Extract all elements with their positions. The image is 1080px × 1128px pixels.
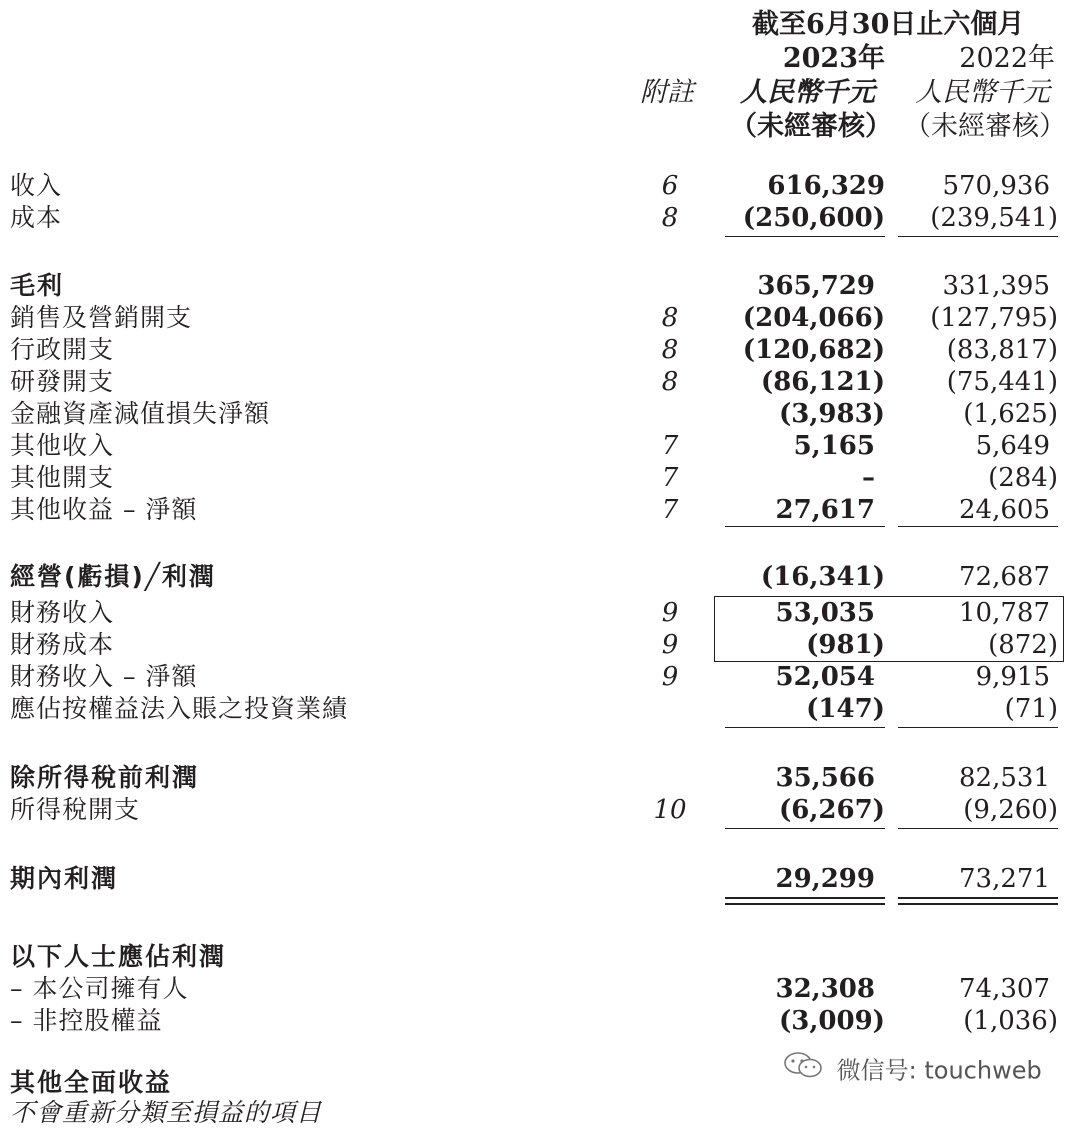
row-label-impairment: 金融資產減值損失淨額 (10, 399, 271, 428)
row-2022-finance-cost: (872) (988, 630, 1058, 660)
row-2023-revenue: 616,329 (767, 171, 885, 201)
row-2022-finance-income: 10,787 (959, 598, 1050, 628)
row-2022-other-gains-net: 24,605 (959, 495, 1050, 525)
row-label-finance-cost: 財務成本 (10, 630, 115, 659)
row-label-income-tax: 所得稅開支 (10, 795, 141, 824)
row-2022-selling-expenses: (127,795) (930, 303, 1058, 333)
row-2023-operating-result: (16,341) (760, 562, 885, 592)
row-2022-other-income: 5,649 (975, 431, 1050, 461)
row-label-profit-before-tax: 除所得稅前利潤 (10, 763, 200, 792)
year-2023-header: 2023年 (782, 43, 885, 74)
row-note-income-tax: 10 (653, 795, 687, 825)
row-label-non-controlling: – 非控股權益 (10, 1006, 163, 1035)
row-2023-cost: (250,600) (742, 203, 885, 233)
row-note-finance-income-net: 9 (661, 662, 679, 692)
row-2023-finance-income-net: 52,054 (775, 662, 875, 692)
total-double-rule (898, 897, 1058, 899)
row-label-finance-income-net: 財務收入 – 淨額 (10, 662, 198, 691)
year-2022-header: 2022年 (959, 43, 1055, 74)
row-note-admin-expenses: 8 (661, 335, 679, 365)
row-label-profit-attributable: 以下人士應佔利潤 (10, 942, 227, 971)
row-2022-rd-expenses: (75,441) (946, 367, 1058, 397)
row-note-other-expenses: 7 (661, 463, 679, 493)
row-2022-profit-for-period: 73,271 (959, 864, 1050, 894)
row-note-other-income: 7 (661, 431, 679, 461)
row-2022-cost: (239,541) (930, 203, 1058, 233)
currency-2022-header: 人民幣千元 (915, 77, 1050, 108)
row-label-profit-for-period: 期內利潤 (10, 864, 119, 893)
row-2022-finance-income-net: 9,915 (975, 662, 1050, 692)
row-label-rd-expenses: 研發開支 (10, 367, 115, 396)
row-2022-income-tax: (9,260) (963, 795, 1058, 825)
row-note-selling-expenses: 8 (661, 303, 679, 333)
total-double-rule (898, 903, 1058, 905)
total-double-rule (725, 903, 885, 905)
row-label-selling-expenses: 銷售及營銷開支 (10, 303, 193, 332)
row-label-gross-profit: 毛利 (10, 271, 65, 300)
row-label-operating-result: 經營(虧損)╱利潤 (10, 562, 216, 591)
subtotal-rule (725, 236, 885, 237)
row-2023-owners: 32,308 (775, 974, 875, 1004)
row-note-other-gains-net: 7 (661, 495, 679, 525)
row-2023-profit-for-period: 29,299 (775, 864, 875, 894)
period-header: 截至6月30日止六個月 (752, 9, 1025, 40)
row-2023-gross-profit: 365,729 (757, 271, 875, 301)
row-2022-other-expenses: (284) (988, 463, 1058, 493)
row-2022-non-controlling: (1,036) (963, 1006, 1058, 1036)
row-2023-finance-income: 53,035 (775, 598, 875, 628)
row-2023-impairment: (3,983) (778, 399, 885, 429)
row-label-revenue: 收入 (10, 171, 63, 200)
row-label-finance-income: 財務收入 (10, 598, 115, 627)
row-2022-admin-expenses: (83,817) (946, 335, 1058, 365)
row-label-not-reclassified: 不會重新分類至損益的項目 (10, 1098, 323, 1127)
row-2023-other-income: 5,165 (793, 431, 875, 461)
watermark-text: 微信号: touchweb (836, 1056, 1042, 1085)
row-label-oci: 其他全面收益 (10, 1068, 173, 1097)
row-2023-equity-method: (147) (806, 694, 885, 724)
row-label-other-gains-net: 其他收益 – 淨額 (10, 495, 198, 524)
row-note-cost: 8 (661, 203, 679, 233)
row-2023-income-tax: (6,267) (778, 795, 885, 825)
unaudited-2022-header: （未經審核） (904, 111, 1066, 142)
row-2023-finance-cost: (981) (806, 630, 885, 660)
row-note-revenue: 6 (661, 171, 679, 201)
wechat-icon (783, 1050, 823, 1086)
subtotal-rule (725, 828, 885, 829)
row-2023-selling-expenses: (204,066) (742, 303, 885, 333)
row-note-finance-cost: 9 (661, 630, 679, 660)
row-2023-other-expenses: – (862, 463, 875, 493)
subtotal-rule (898, 526, 1058, 527)
row-2022-gross-profit: 331,395 (942, 271, 1050, 301)
row-2022-equity-method: (71) (1004, 694, 1058, 724)
row-2023-profit-before-tax: 35,566 (775, 763, 875, 793)
row-2022-owners: 74,307 (959, 974, 1050, 1004)
row-2022-profit-before-tax: 82,531 (959, 763, 1050, 793)
row-2022-operating-result: 72,687 (959, 562, 1050, 592)
subtotal-rule (725, 727, 885, 728)
row-2022-revenue: 570,936 (942, 171, 1050, 201)
unaudited-2023-header: （未經審核） (730, 111, 892, 142)
row-label-other-income: 其他收入 (10, 431, 115, 460)
row-2023-rd-expenses: (86,121) (760, 367, 885, 397)
row-label-owners: – 本公司擁有人 (10, 974, 189, 1003)
row-label-equity-method: 應佔按權益法入賬之投資業績 (10, 694, 349, 723)
row-note-finance-income: 9 (661, 598, 679, 628)
row-2023-other-gains-net: 27,617 (775, 495, 875, 525)
subtotal-rule (898, 727, 1058, 728)
note-column-header: 附註 (640, 77, 694, 108)
row-label-cost: 成本 (10, 203, 63, 232)
currency-2023-header: 人民幣千元 (740, 77, 875, 108)
subtotal-rule (898, 828, 1058, 829)
subtotal-rule (725, 526, 885, 527)
subtotal-rule (898, 236, 1058, 237)
row-label-other-expenses: 其他開支 (10, 463, 115, 492)
total-double-rule (725, 897, 885, 899)
row-2023-admin-expenses: (120,682) (742, 335, 885, 365)
row-2022-impairment: (1,625) (963, 399, 1058, 429)
row-2023-non-controlling: (3,009) (778, 1006, 885, 1036)
row-note-rd-expenses: 8 (661, 367, 679, 397)
row-label-admin-expenses: 行政開支 (10, 335, 115, 364)
watermark (783, 1050, 1042, 1086)
